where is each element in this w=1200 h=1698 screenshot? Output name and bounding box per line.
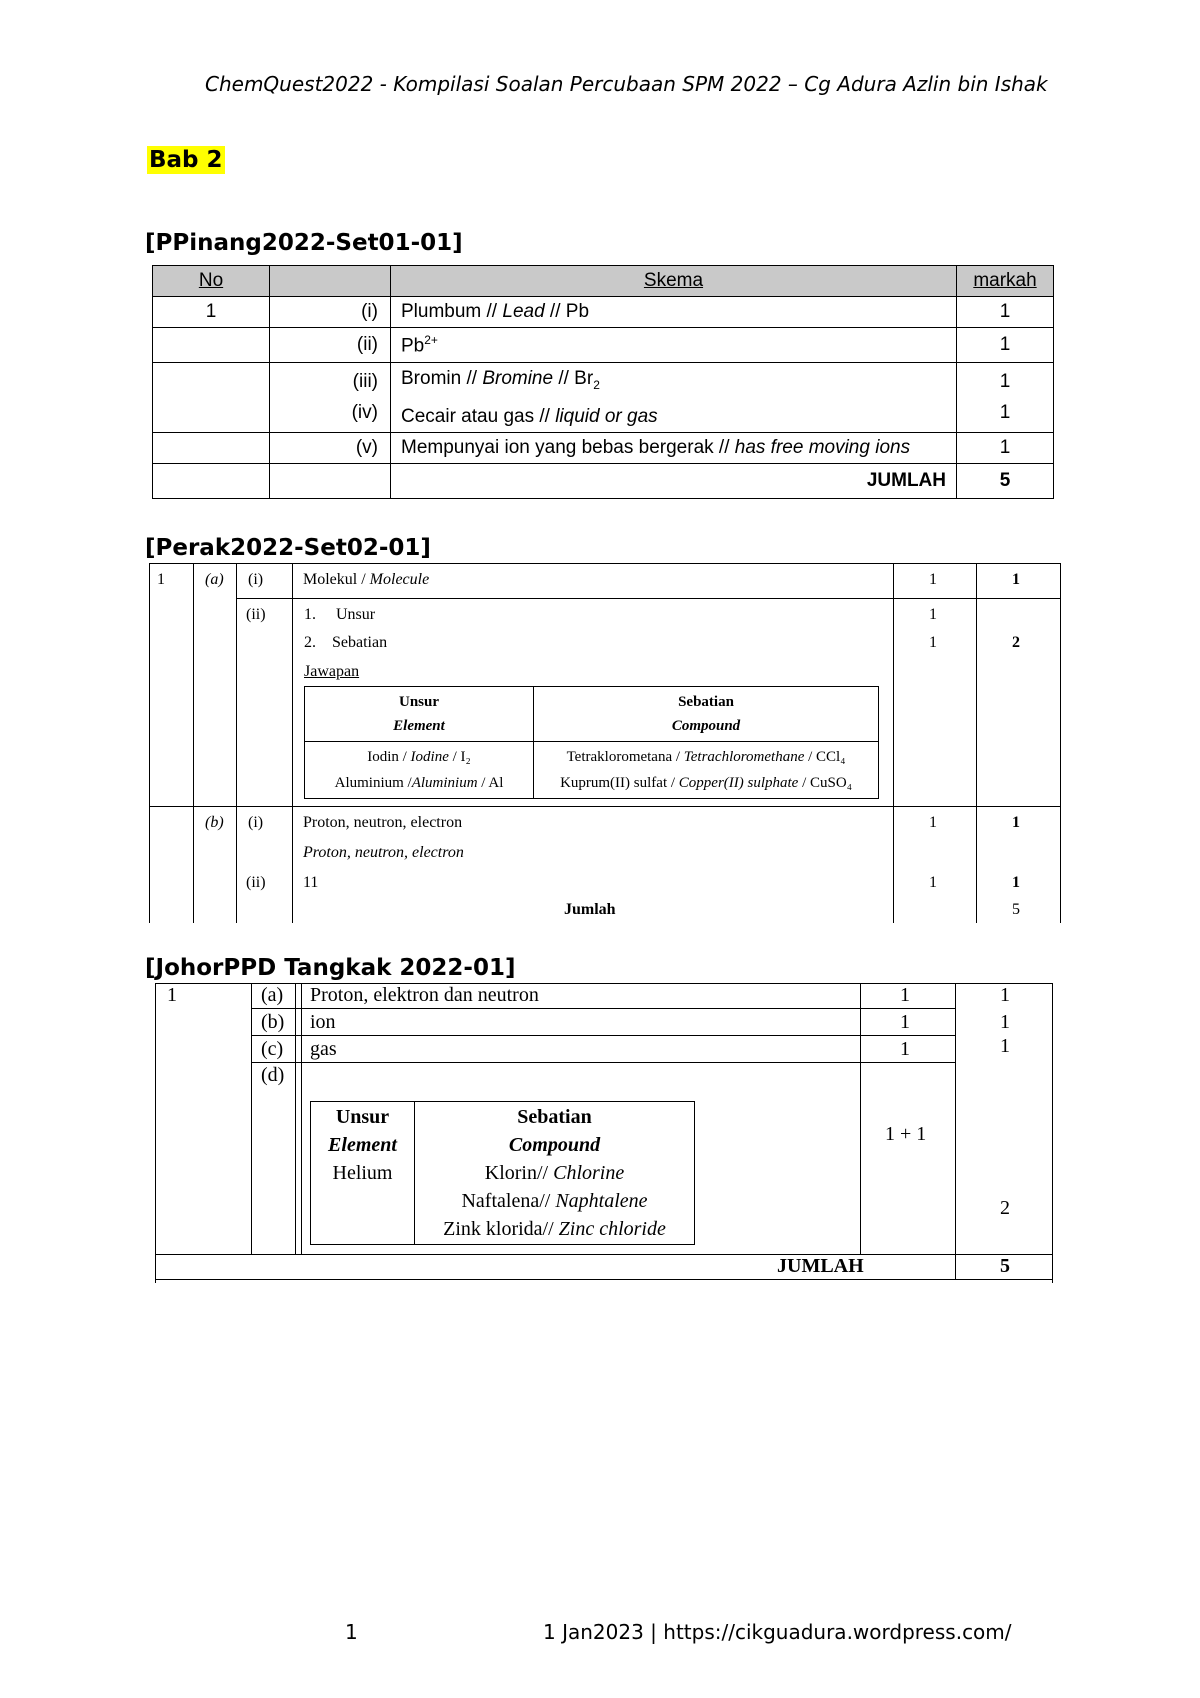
compound-item: Kuprum(II) sulfat / Copper(II) sulphate / CuSO₄ — [560, 775, 852, 791]
header-sebatian: Sebatian — [517, 1106, 592, 1128]
page-header: ChemQuest2022 - Kompilasi Soalan Percubaan SPM 2022 – Cg Adura Azlin bin Ishak — [205, 72, 1048, 96]
mark: 1 — [929, 571, 937, 588]
part-label: (a) — [205, 571, 224, 588]
header-element: Element — [328, 1134, 397, 1156]
subpart-label: (ii) — [246, 874, 266, 891]
classification-table: Unsur Element Sebatian Compound Iodin / Iodine / I₂ Aluminium /Aluminium / Al Tetraklorometana / Tetrachloromethane / CCl₄ Kuprum(II) sulfat / Copper(II) sulphate / CuSO₄ — [304, 686, 879, 799]
total-mark: 1 — [1012, 874, 1020, 891]
element-item: Helium — [332, 1162, 393, 1184]
compound-item: Tetraklorometana / Tetrachloromethane / CCl₄ — [566, 749, 846, 765]
part-label: (d) — [261, 1064, 285, 1086]
row-sub: (iii) — [352, 371, 378, 393]
row-text: Bromin // Bromine // $Br_2$ — [401, 368, 600, 392]
mark: 1 — [900, 1038, 910, 1060]
scheme-table-2 — [149, 563, 1061, 923]
footer-text: 1 Jan2023 | https://cikguadura.wordpress.com/ — [543, 1620, 1012, 1644]
answer-text: Molekul / Molecule — [303, 571, 430, 588]
chapter-heading: Bab 2 — [149, 147, 223, 173]
subpart-label: (i) — [248, 814, 264, 831]
part-label: (b) — [205, 814, 224, 831]
jumlah-value: 5 — [1012, 901, 1020, 918]
header-skema: Skema — [391, 266, 957, 297]
question-number: 1 — [157, 571, 165, 588]
question-number: 1 — [167, 984, 177, 1006]
header-markah: markah — [957, 266, 1054, 297]
classification-table — [310, 1101, 695, 1245]
page-number: 1 — [345, 1620, 358, 1644]
jumlah-value: 5 — [1000, 1255, 1010, 1277]
answer-text: Proton, elektron dan neutron — [310, 984, 539, 1006]
answer-text: 11 — [303, 874, 319, 891]
compound-item: Klorin// Chlorine — [484, 1162, 625, 1184]
element-item: Aluminium /Aluminium / Al — [334, 775, 504, 791]
scheme-table-3 — [155, 983, 1053, 1283]
total-mark: 1 — [1012, 814, 1020, 831]
row-no: 1 — [153, 297, 270, 328]
element-item: Iodin / Iodine / I₂ — [367, 749, 471, 765]
subpart-label: (ii) — [246, 606, 266, 623]
row-mark: 1 — [999, 402, 1011, 424]
row-mark: 1 — [957, 328, 1054, 363]
total-mark: 2 — [1000, 1197, 1010, 1219]
section3-title: [JohorPPD Tangkak 2022-01] — [145, 955, 516, 981]
total-mark: 1 — [1000, 1011, 1010, 1033]
row-mark: 1 — [957, 297, 1054, 328]
compound-item: Zink klorida// Zinc chloride — [443, 1218, 666, 1240]
answer-text: ion — [310, 1011, 336, 1033]
row-sub: (ii) — [270, 328, 391, 363]
jumlah-label: Jumlah — [564, 901, 616, 918]
section2-title: [Perak2022-Set02-01] — [145, 535, 431, 561]
answer-text-en: Proton, neutron, electron — [303, 844, 464, 861]
jumlah-label: JUMLAH — [391, 463, 957, 498]
row-text: Mempunyai ion yang bebas bergerak // has free moving ions — [391, 432, 957, 463]
part-label: (c) — [261, 1038, 284, 1060]
mark: 1 + 1 — [885, 1123, 927, 1145]
header-unsur: Unsur — [335, 1106, 390, 1128]
answer-text: Proton, neutron, electron — [303, 814, 463, 831]
compound-item: Naftalena// Naphtalene — [461, 1190, 648, 1212]
mark: 1 — [929, 874, 937, 891]
part-label: (a) — [261, 984, 284, 1006]
row-mark: 1 — [957, 432, 1054, 463]
row-sub: (iv) — [351, 402, 378, 424]
row-text: Plumbum // Lead // Pb — [391, 297, 957, 328]
answer-text: gas — [310, 1038, 337, 1060]
mark: 1 — [929, 814, 937, 831]
answer-item: 2. Sebatian — [304, 634, 388, 651]
total-mark: 2 — [1012, 634, 1020, 651]
part-label: (b) — [261, 1011, 285, 1033]
header-compound: Compound — [508, 1134, 601, 1156]
total-mark: 1 — [1000, 1035, 1010, 1057]
header-no: No — [153, 266, 270, 297]
row-text: $Pb^{2+}$ — [391, 328, 957, 363]
row-mark: 1 — [999, 371, 1011, 393]
scheme-table-1 — [152, 265, 1054, 499]
total-mark: 1 — [1012, 571, 1020, 588]
jumlah-label: JUMLAH — [777, 1255, 864, 1277]
section1-title: [PPinang2022-Set01-01] — [145, 230, 463, 256]
answer-item: 1. Unsur — [304, 606, 376, 623]
jawapan-label: Jawapan — [304, 663, 360, 680]
row-sub: (v) — [270, 432, 391, 463]
mark: 1 — [900, 984, 910, 1006]
subpart-label: (i) — [248, 571, 264, 588]
row-text: Cecair atau gas // liquid or gas — [401, 405, 658, 427]
mark: 1 — [929, 634, 937, 651]
mark: 1 — [929, 606, 937, 623]
total-mark: 1 — [1000, 984, 1010, 1006]
mark: 1 — [900, 1011, 910, 1033]
row-sub: (i) — [270, 297, 391, 328]
jumlah-value: 5 — [957, 463, 1054, 498]
